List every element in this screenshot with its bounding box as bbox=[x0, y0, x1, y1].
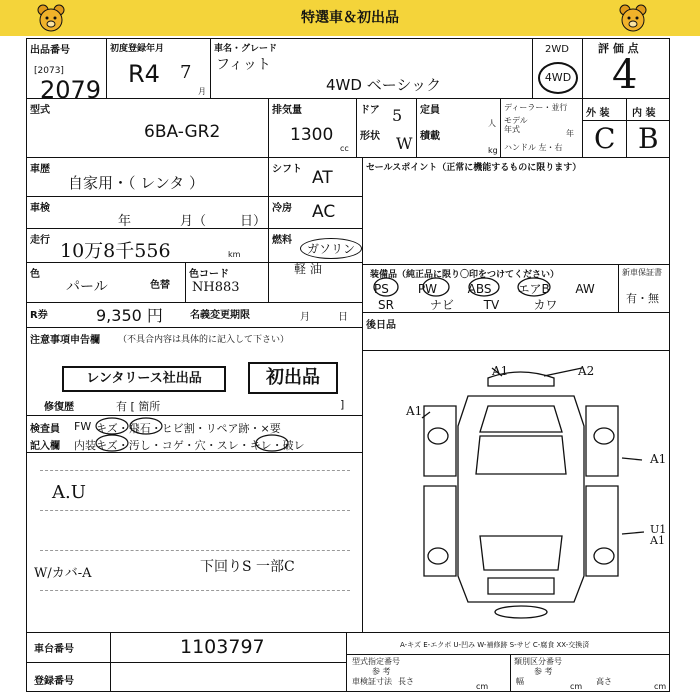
exterior-grade: C bbox=[594, 122, 616, 155]
damage-a1-left: A1 bbox=[406, 404, 423, 418]
damage-a2-top: A2 bbox=[578, 364, 595, 378]
mileage-unit: km bbox=[228, 250, 241, 259]
equip-abs: ABS bbox=[467, 282, 492, 296]
doors-value: 5 bbox=[392, 106, 403, 125]
sales-points-label: セールスポイント（正常に機能するものに限ります） bbox=[366, 163, 582, 173]
equipment-row2 bbox=[378, 296, 618, 313]
banner-title: 特選車＆初出品 bbox=[301, 10, 399, 26]
repair-label: 修復歴 bbox=[44, 402, 74, 413]
inspector-circles bbox=[94, 416, 294, 456]
dims-label: 車検証寸法 bbox=[352, 677, 392, 686]
equip-aw: AW bbox=[575, 282, 595, 296]
lot-label: 出品番号 bbox=[30, 45, 70, 56]
name-change-label: 名義変更期限 bbox=[190, 310, 250, 321]
month-unit: 月 bbox=[198, 87, 206, 96]
grade-value: 4WD ベーシック bbox=[326, 76, 442, 94]
displacement-label: 排気量 bbox=[272, 105, 302, 116]
inspection-day: 日） bbox=[240, 214, 267, 229]
lot-small: [2073] bbox=[34, 66, 64, 76]
year-unit: 年 bbox=[566, 129, 574, 138]
chassis-value: 1103797 bbox=[180, 636, 265, 658]
model-label: 型式 bbox=[30, 105, 50, 116]
car-damage-diagram bbox=[368, 356, 668, 626]
shift-label: シフト bbox=[272, 164, 302, 175]
ac-value: AC bbox=[312, 202, 336, 222]
fw-label: FW bbox=[74, 420, 92, 433]
notes-hint: （不具合内容は具体的に記入して下さい） bbox=[118, 335, 290, 345]
dealer-label: ディーラー・並行 bbox=[504, 103, 568, 112]
interior-label: 内 装 bbox=[632, 108, 656, 119]
equipment-circles bbox=[372, 276, 572, 298]
equip-navi: ナビ bbox=[429, 298, 454, 312]
height-label: 高さ bbox=[596, 677, 612, 686]
car-name: フィット bbox=[216, 57, 271, 73]
new-car-warranty-value: 有・無 bbox=[626, 292, 659, 305]
equip-tv: TV bbox=[483, 298, 500, 312]
handle-label: ハンドル 左・右 bbox=[504, 143, 563, 152]
equip-sr: SR bbox=[378, 298, 394, 312]
damage-a1-right: A1 bbox=[650, 452, 667, 466]
inspection-year: 年 bbox=[118, 214, 132, 229]
color-change-label: 色替 bbox=[150, 280, 170, 291]
damage-a1-top: A1 bbox=[492, 364, 509, 378]
registration-label: 登録番号 bbox=[34, 676, 74, 687]
history-label: 車歴 bbox=[30, 164, 50, 175]
model-year-label: モデル年式 bbox=[504, 116, 528, 134]
first-reg-era: R4 bbox=[128, 60, 160, 88]
equipment-label: 装備品（純正品に限り〇印をつけてください） bbox=[370, 270, 560, 280]
eval-score: 4 bbox=[612, 52, 638, 98]
damage-legend: A-キズ E-エクボ U-凹み W-補修跡 S-サビ C-腐食 XX-交換済 bbox=[400, 641, 590, 649]
name-change-month: 月 bbox=[300, 312, 310, 323]
doors-label: ドア bbox=[360, 105, 380, 116]
load-label: 積載 bbox=[420, 131, 440, 142]
shift-value: AT bbox=[312, 168, 333, 188]
equip-airbag: エアB bbox=[517, 282, 550, 296]
drive-4wd-circled: 4WD bbox=[538, 62, 578, 94]
eval-label: 評 価 点 bbox=[598, 42, 639, 55]
height-unit: cm bbox=[654, 682, 667, 691]
history-value: 自家用・（ レンタ ） bbox=[68, 174, 205, 192]
width-label: 幅 bbox=[516, 677, 524, 686]
interior-label: 内装 bbox=[74, 439, 96, 452]
exterior-label: 外 装 bbox=[586, 108, 610, 119]
class-ref: 参 考 bbox=[534, 667, 553, 676]
spec-ref: 参 考 bbox=[372, 667, 391, 676]
name-change-day: 日 bbox=[338, 312, 348, 323]
inspector-label-2: 記入欄 bbox=[30, 441, 60, 452]
first-listing-stamp: 初出品 bbox=[248, 362, 338, 394]
equip-ps: PS bbox=[374, 282, 389, 296]
repair-bracket: ] bbox=[340, 398, 345, 411]
color-code-value: NH883 bbox=[192, 280, 240, 295]
class-number-label: 類別区分番号 bbox=[514, 657, 562, 666]
shape-value: W bbox=[396, 134, 413, 153]
length-unit: cm bbox=[476, 682, 489, 691]
bear-icon bbox=[618, 4, 648, 32]
recycle-label: R券 bbox=[30, 310, 48, 321]
first-reg-month: 7 bbox=[180, 62, 192, 83]
interior-items: キズ・汚し・コゲ・穴・スレ・キレ・破レ bbox=[96, 439, 305, 452]
load-unit: kg bbox=[488, 146, 498, 155]
drive-2wd-label: 2WD bbox=[545, 44, 569, 55]
fuel-value-circled: ガソリン bbox=[300, 238, 362, 259]
first-reg-label: 初度登録年月 bbox=[110, 44, 165, 54]
fuel-label: 燃料 bbox=[272, 235, 292, 246]
rear-item-label: 後日品 bbox=[366, 320, 396, 331]
name-grade-label: 車名・グレード bbox=[214, 44, 278, 54]
capacity-label: 定員 bbox=[420, 105, 440, 116]
recycle-value: 9,350 円 bbox=[96, 306, 163, 325]
equip-pw: PW bbox=[417, 282, 437, 296]
notes-label: 注意事項申告欄 bbox=[30, 335, 100, 346]
fuel-alt: 軽 油 bbox=[294, 262, 322, 276]
color-label: 色 bbox=[30, 269, 40, 280]
capacity-unit: 人 bbox=[488, 119, 496, 128]
lot-number: 2079 bbox=[40, 76, 102, 104]
new-car-warranty-label: 新車保証書 bbox=[622, 268, 662, 277]
interior-grade: B bbox=[638, 122, 659, 155]
fw-items: キズ・飛石・ヒビ割・リペア跡・×要 bbox=[96, 422, 281, 435]
chassis-label: 車台番号 bbox=[34, 644, 74, 655]
note-wcover: W/カバ-A bbox=[34, 566, 92, 581]
note-au: A.U bbox=[52, 482, 86, 503]
color-code-label: 色コード bbox=[189, 269, 229, 280]
rental-stamp: レンタリース社出品 bbox=[62, 366, 226, 392]
displacement-unit: cc bbox=[340, 144, 349, 153]
damage-u1a1: U1 A1 bbox=[650, 523, 667, 547]
inspection-month: 月（ bbox=[180, 214, 207, 229]
repair-value: 有 [ 箇所 bbox=[116, 400, 161, 413]
inspector-label: 検査員 bbox=[30, 424, 60, 435]
mileage-value: 10万8千556 bbox=[60, 240, 171, 262]
bear-icon bbox=[36, 4, 66, 32]
color-value: パール bbox=[66, 279, 108, 295]
equip-leather: カワ bbox=[533, 298, 558, 312]
length-label: 長さ bbox=[398, 677, 414, 686]
inspection-label: 車検 bbox=[30, 203, 50, 214]
width-unit: cm bbox=[570, 682, 583, 691]
spec-number-label: 型式指定番号 bbox=[352, 657, 400, 666]
displacement-value: 1300 bbox=[290, 125, 334, 145]
shape-label: 形状 bbox=[360, 131, 380, 142]
note-underbody: 下回りS 一部C bbox=[200, 559, 295, 575]
mileage-label: 走行 bbox=[30, 235, 50, 246]
model-value: 6BA-GR2 bbox=[144, 122, 221, 142]
ac-label: 冷房 bbox=[272, 203, 292, 214]
